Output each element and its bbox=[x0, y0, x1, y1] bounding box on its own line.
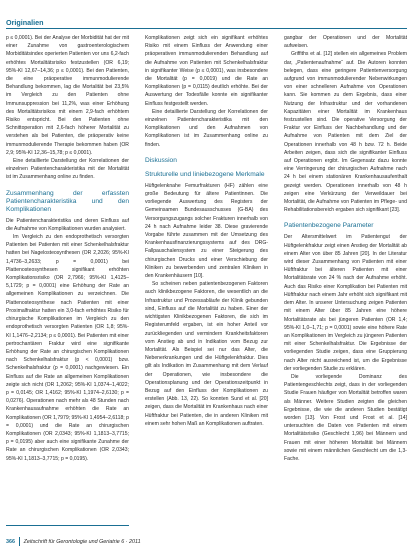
page-footer bbox=[6, 537, 141, 546]
section-heading: Patientenbezogene Parameter bbox=[284, 222, 374, 230]
text-column-3 bbox=[284, 34, 407, 522]
body-paragraph: Hüftgelenknahe Femurfrakturen (HF) zählen eine große Bedeutung für ältere Patientinnen. Die vorliegende Auswertung des Registers der Gemeinsamen Bundesausschusses (G-BA) des Versorgungszugangs solcher Frakturen innerhalb von 24 h nach Aufnahme leider 38. Diese gravierende Vorgabe führte zusammen mit der Umsetzung des Krankenhausfinanzierungssystems auf des DRG-Fallpauschalensystem zu einer Steigerung des chirurgischen Drucks und einer Verschiebung der Kliniken zu bewerbenden und zentralen Kliniken in den Krankenhäusern [10]. bbox=[145, 182, 268, 280]
section-divider bbox=[6, 28, 407, 29]
text-column-1 bbox=[6, 34, 129, 522]
body-paragraph: Der Altersmittelwert im Patientengut der Hüftgelenkfraktur zeigt einen Anstieg der Mortalität ab einem Alter von über 85 Jahren [20]. In der Literatur wird dieser Zusammenhang von Patienten mit einer Hüftfraktur bei älteren Patienten mit einer Mortalitätsrate von 24 % nach der Aufnahme erhöht. Auch das Risiko einer Komplikation bei Patienten mit Hüftfraktur nach einem Jahr erhöht sich signifikant mit dem Alter. In unserer Untersuchung zeigen Patienten mit einem Alter über 85 Jahren eine höhere Mortalitätsrate als bei jüngeren Patienten (OR 1,4; 95%-KI 1,0–1,71; p = 0,0001) sowie eine höhere Rate an Komplikationen im Vergleich zu jüngeren Patienten mit einer Schenkelhalsfraktur. Die Ergebnisse der vorliegenden Studie zeigen, dass eine Gruppierung nach Alter nicht ausreichend ist, um die Ergebnisse der vorliegenden Studie zu erklären. bbox=[284, 234, 407, 372]
section-tag: Originalien bbox=[6, 18, 44, 27]
section-heading: Zusammenhang der erfassten Patientencharakteristika und den Komplikationen bbox=[6, 189, 129, 213]
body-paragraph: Die vorliegende Dominanz des Patientengeschlechts zeigt, dass in der vorliegenden Studie Frauen häufiger von Mortalität betroffen waren als Männer. Weitere Studien zeigten die gleichen Ergebnisse, die wie die anderen Studien bestätigt worden [13]. Von Frost und Frost et al. [14] untersuchten die Daten von Patienten mit einem Mortalitätsrisiko (Geschlecht 1,96) bei Männern und Frauen mit einer höheren Mortalität bei Männern sowie mit einem männlichen Geschlecht um die 1,3-Fache. bbox=[284, 373, 407, 462]
body-paragraph: Griffiths et al. [12] stellen ein allgemeines Problem dar, „Patientenaufnahme“ auf. Die Autoren konnten belegen, dass eine geringere Patientenversorgung aufgrund von immunmodulierender Nebenwirkungen von einer schnelleren Aufnahme von Operationen kann. Sie kommen zu dem Ergebnis, dass einer Nutzung der Infrastruktur und der vorhandenen Kapazitäten einer Mortalität im Krankenhaus festzustellen sind. Die operative Versorgung der Fraktur vor Einfluss der Nachbehandlung und der Aufnahme von Patienten mit dem Ziel der Operationen innerhalb von 48 h bzw. 72 h. Beide Arbeiten zeigen, dass sich die signifikanter Einfluss auf Operationen ergibt. Im Gegensatz dazu konnte eine Verringerung der chirurgischen Aufnahme nach 24 h bei einem stationären Krankenhausaufenthalt gezeigt werden. Operationen innerhalb von 48 h zeigen eine Verkürzung der Verweildauer bei Mortalität, die Aufnahme von Patienten im Pflege- und Rehabilitationsbereich ergaben sich signifikant [23]. bbox=[284, 51, 407, 214]
body-paragraph: So scheinen neben patientenbezogenen Faktoren auch klinikbezogene Faktoren, die wesentlich an die Infrastruktur und Prozessabläufe der Klinik gebunden sind, Einfluss auf die Mortalität zu haben. Einer der wichtigsten Klinikbezogenen Faktoren, die sich im Registerumfeld ergaben, ist ein hoher Anteil vor zurückliegenden und vermindern Krankheitsfaktoren vom Anstieg ab und in Indikation vom Bezug zur Mortalität. Als Beispiel sei nur das Alter, die Nebenerkrankungen und die Hüftgelenkfraktur. Dies gilt als Indikation im Zusammenhang mit dem Verlauf der Operationen, wie insbesondere die Operationsplanung und der Operationszeitpunkt in Bezug auf den Einfluss der Komplikationen zu erstellen (Abb. 13, 22). So konnten Sund et al. [20] zeigen, dass die Mortalität im Krankenhaus nach einer Hüftfraktur bei Patienten, die in anderen Kliniken mit einem sehr hohen Maß an Komplikationen auftraten. bbox=[145, 281, 268, 427]
body-paragraph: p ≤ 0,0001). Bei der Analyse der Morbidität hat der mit einer Zunahme von gastroenterologischem Morbiditätsindex operierten Patienten vor uns 6,2-fach erhöhtes Mortalitätsrisiko festzustellen (OR 6,19; 95%-KI 12,67–14,36; p ≤ 0,0001). Bei den Patienten, die eine präoperative immunmodulierende Behandlung bekommen, lag die Mortalität bei 23,5% im Vergleich zu den Patienten ohne Immunsuppression bei 11,2%, was einer Erhöhung des Mortalitätsrisikos mit einem 2,9-fach erhöhtem Risiko entspricht. Bei den Patienten ohne Schnittoperation mit 2,6-fach höherer Mortalität zu verstehen als bei Patienten, die präoperativ keine immunmodulierende Therapie bekommen haben (OR 2,9; 95%-KI 12,36–15,78; p ≤ 0,0001). bbox=[6, 35, 129, 156]
body-paragraph: Die Patientencharakteristika und deren Einfluss auf die Aufnahme von Komplikationen wurden analysiert. bbox=[6, 217, 129, 232]
body-paragraph: gangbar der Operationen und der Mortalität aufweisen. bbox=[284, 35, 407, 50]
text-column-2 bbox=[145, 34, 268, 522]
footer-separator bbox=[19, 537, 20, 546]
section-heading: Strukturelle und liniebezogene Merkmale bbox=[145, 170, 265, 178]
journal-citation: Zeitschrift für Gerontologie und Geriatrie 6 · 2011 bbox=[23, 538, 141, 545]
body-paragraph: Im Vergleich zu den endoprothetisch versorgten Patienten bei Patienten mit einer Schenkelhalsfraktur hatten bei Nagelosteosynthesen (OR 2,2026; 95%-KI 1,4736–3,2633; p = 0,0001) bei Plattenosteosynthesen signifikant erhöhten Komplikationsrisiko (OR 2,7966; 95%-KI 1,4125–5,1729; p = 0,0001) eine Erhöhung der Rate an allgemeinen Komplikationen zu verzeichnen. Die Plattenosteosynthese nach Patienten mit einer Proximalfraktur hatten ein 3,0-fach erhöhtes Risiko für chirurgische Komplikationen im Vergleich zu den endoprothetisch versorgten Patienten (OR 1,8; 95%-KI 1,1476–2,2134; p ≤ 0,0001). Bei Patienten mit einer pertrochantären Fraktur wird eine signifikante Erhöhung der Rate an chirurgischen Komplikationen nach Schenkelhalsfraktur (p < 0,0001) bzw. Schenkelhalsfraktur (p = 0,0001) nachgewiesen. Ein Einfluss auf die Rate an allgemeinen Komplikationen zeigte sich nicht (OR 1,2062; 95%-KI 1,0374–1,4022; p = 0,0145; OR 1,4162; 95%-KI 1,1974–2,6130; p = 0,0276). Operationen nach mehr als 48 Stunden nach Krankenhausaufnahme erhöhten die Rate an Komplikationen (OR 1,7979; 95%-KI 1,4954–2,6118; p = 0,0001) und die Rate an chirurgischen Komplikationen (OR 2,0343; 95%-KI 1,1813–3,7715; p = 0,0195) aber auch eine signifikante Zunahme der Rate an chirurgischen Komplikationen (OR 2,0343; 95%-KI 1,1813–3,7715; p = 0,0195). bbox=[6, 234, 129, 462]
body-paragraph: Komplikationen zeigt sich ein signifikant erhöhtes Risiko mit einem Einfluss der Anwendung einer präoperativen immunmodulierenden Behandlung auf die Aufnahme von Patienten mit Schenkelhalsfraktur in signifikanter Weise (p ≤ 0,0001), was insbesondere die Mortalität (p = 0,0019) und die Rate an Komplikationen (p = 0,0115) deutlich erhöhte. Bei der Auswertung der Todesfälle konnte ein signifikanter Einfluss festgestellt werden. bbox=[145, 35, 268, 107]
body-paragraph: Eine detaillierte Darstellung der Korrelationen der einzelnen Patientencharakteristika mit der Mortalität ist im Zusammenhang online zu finden. bbox=[6, 158, 129, 181]
section-heading: Diskussion bbox=[145, 156, 177, 164]
page-number: 366 bbox=[6, 538, 15, 545]
footer-divider bbox=[6, 525, 129, 526]
body-paragraph: Eine detaillierte Darstellung der Korrelationen der einzelnen Patientencharakteristika mit den Komplikationen und den Aufnahmen von Komplikationen ist im Zusammenhang online zu finden. bbox=[145, 108, 268, 148]
